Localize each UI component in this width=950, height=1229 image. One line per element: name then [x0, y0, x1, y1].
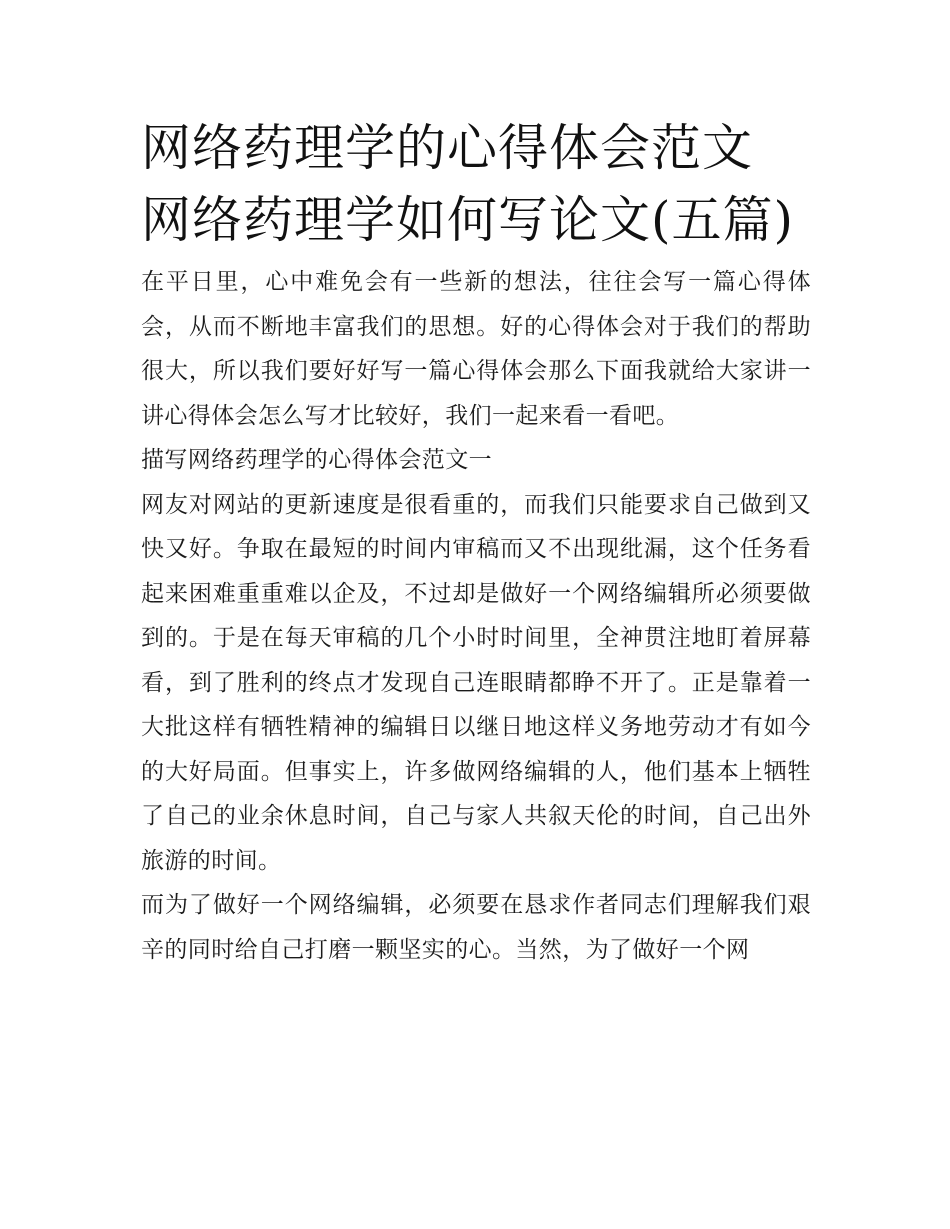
intro-paragraph: 在平日里，心中难免会有一些新的想法，往往会写一篇心得体会，从而不断地丰富我们的思想。好的心得体会对于我们的帮助很大，所以我们要好好写一篇心得体会那么下面我就给大家讲一讲心得体会怎么写才比较好，我们一起来看一看吧。 [141, 269, 811, 429]
document-title: 网络药理学的心得体会范文 网络药理学如何写论文(五篇) [141, 119, 795, 249]
body-paragraph-2: 而为了做好一个网络编辑，必须要在恳求作者同志们理解我们艰辛的同时给自己打磨一颗坚实的心。当然，为了做好一个网 [141, 892, 811, 963]
document-body [141, 112, 811, 972]
body-paragraph-1: 网友对网站的更新速度是很看重的，而我们只能要求自己做到又快又好。争取在最短的时间内审稿而又不出现纰漏，这个任务看起来困难重重难以企及，不过却是做好一个网络编辑所必须要做到的。于是在每天审稿的几个小时时间里，全神贯注地盯着屏幕看，到了胜利的终点才发现自己连眼睛都睁不开了。正是靠着一大批这样有牺牲精神的编辑日以继日地这样义务地劳动才有如今的大好局面。但事实上，许多做网络编辑的人，他们基本上牺牲了自己的业余休息时间，自己与家人共叙天伦的时间，自己出外旅游的时间。 [141, 491, 811, 874]
section-heading: 描写网络药理学的心得体会范文一 [141, 447, 492, 473]
